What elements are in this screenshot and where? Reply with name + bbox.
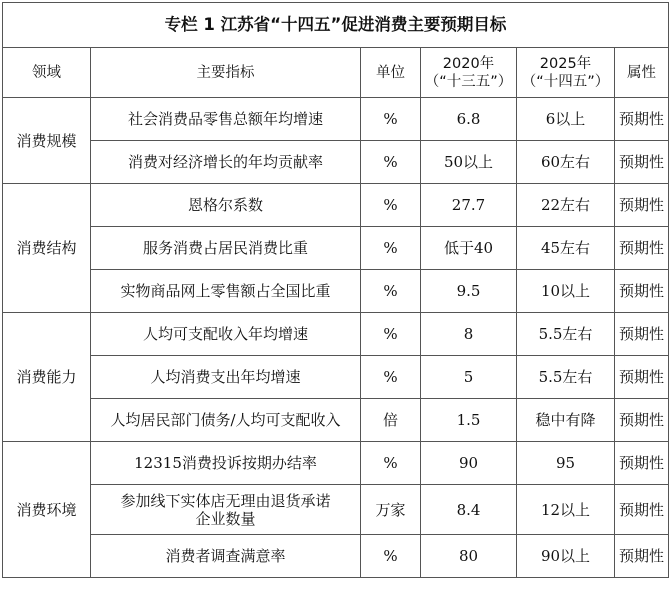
- indicator-cell: 消费对经济增长的年均贡献率: [91, 141, 361, 184]
- indicator-cell: 恩格尔系数: [91, 184, 361, 227]
- unit-cell: %: [361, 270, 421, 313]
- unit-cell: %: [361, 98, 421, 141]
- table-row: [3, 184, 669, 227]
- header-2020-plan: （“十三五”）: [424, 73, 513, 90]
- header-2020-year: 2020年: [442, 55, 495, 72]
- attribute-cell: 预期性: [615, 227, 669, 270]
- table-row: [3, 270, 669, 313]
- value-2020-cell: 5: [421, 356, 517, 399]
- attribute-cell: 预期性: [615, 535, 669, 578]
- unit-cell: %: [361, 184, 421, 227]
- indicator-cell: 服务消费占居民消费比重: [91, 227, 361, 270]
- unit-cell: %: [361, 442, 421, 485]
- indicator-line: 企业数量: [195, 509, 256, 528]
- header-attribute: 属性: [615, 48, 669, 98]
- value-2025-cell: 稳中有降: [517, 399, 615, 442]
- header-unit: 单位: [361, 48, 421, 98]
- indicator-cell: 社会消费品零售总额年均增速: [91, 98, 361, 141]
- value-2025-cell: 5.5左右: [517, 356, 615, 399]
- indicator-cell: [91, 485, 361, 535]
- indicator-cell: 人均居民部门债务/人均可支配收入: [91, 399, 361, 442]
- value-2020-cell: 8.4: [421, 485, 517, 535]
- table-row: [3, 141, 669, 184]
- header-2025: [517, 48, 615, 98]
- indicator-cell: 12315消费投诉按期办结率: [91, 442, 361, 485]
- indicator-cell: 实物商品网上零售额占全国比重: [91, 270, 361, 313]
- value-2025-cell: 60左右: [517, 141, 615, 184]
- header-domain: 领域: [3, 48, 91, 98]
- domain-cell: 消费环境: [3, 442, 91, 578]
- attribute-cell: 预期性: [615, 485, 669, 535]
- value-2020-cell: 1.5: [421, 399, 517, 442]
- domain-cell: 消费规模: [3, 98, 91, 184]
- attribute-cell: 预期性: [615, 442, 669, 485]
- table-title: 专栏 1 江苏省“十四五”促进消费主要预期目标: [3, 3, 669, 48]
- header-row: [3, 48, 669, 98]
- value-2020-cell: 9.5: [421, 270, 517, 313]
- attribute-cell: 预期性: [615, 270, 669, 313]
- unit-cell: %: [361, 313, 421, 356]
- attribute-cell: 预期性: [615, 98, 669, 141]
- attribute-cell: 预期性: [615, 313, 669, 356]
- unit-cell: 万家: [361, 485, 421, 535]
- table-row: [3, 227, 669, 270]
- attribute-cell: 预期性: [615, 184, 669, 227]
- value-2025-cell: 22左右: [517, 184, 615, 227]
- value-2025-cell: 10以上: [517, 270, 615, 313]
- unit-cell: 倍: [361, 399, 421, 442]
- value-2025-cell: 90以上: [517, 535, 615, 578]
- table-row: [3, 535, 669, 578]
- value-2020-cell: 80: [421, 535, 517, 578]
- table-row: [3, 442, 669, 485]
- header-2025-year: 2025年: [539, 55, 592, 72]
- table-row: [3, 399, 669, 442]
- unit-cell: %: [361, 535, 421, 578]
- unit-cell: %: [361, 141, 421, 184]
- value-2020-cell: 6.8: [421, 98, 517, 141]
- attribute-cell: 预期性: [615, 141, 669, 184]
- value-2025-cell: 95: [517, 442, 615, 485]
- attribute-cell: 预期性: [615, 399, 669, 442]
- indicator-line: 参加线下实体店无理由退货承诺: [120, 491, 331, 510]
- table-row: [3, 313, 669, 356]
- table-row: [3, 485, 669, 535]
- domain-cell: 消费能力: [3, 313, 91, 442]
- header-2025-plan: （“十四五”）: [521, 73, 610, 90]
- value-2025-cell: 12以上: [517, 485, 615, 535]
- domain-cell: 消费结构: [3, 184, 91, 313]
- indicator-cell: 人均可支配收入年均增速: [91, 313, 361, 356]
- indicator-cell: 消费者调查满意率: [91, 535, 361, 578]
- targets-table: [2, 2, 669, 578]
- attribute-cell: 预期性: [615, 356, 669, 399]
- indicator-cell: 人均消费支出年均增速: [91, 356, 361, 399]
- value-2020-cell: 低于40: [421, 227, 517, 270]
- unit-cell: %: [361, 356, 421, 399]
- value-2025-cell: 5.5左右: [517, 313, 615, 356]
- table-row: [3, 356, 669, 399]
- value-2025-cell: 6以上: [517, 98, 615, 141]
- header-indicator: 主要指标: [91, 48, 361, 98]
- value-2025-cell: 45左右: [517, 227, 615, 270]
- value-2020-cell: 8: [421, 313, 517, 356]
- value-2020-cell: 50以上: [421, 141, 517, 184]
- header-2020: [421, 48, 517, 98]
- table-row: [3, 98, 669, 141]
- unit-cell: %: [361, 227, 421, 270]
- value-2020-cell: 90: [421, 442, 517, 485]
- value-2020-cell: 27.7: [421, 184, 517, 227]
